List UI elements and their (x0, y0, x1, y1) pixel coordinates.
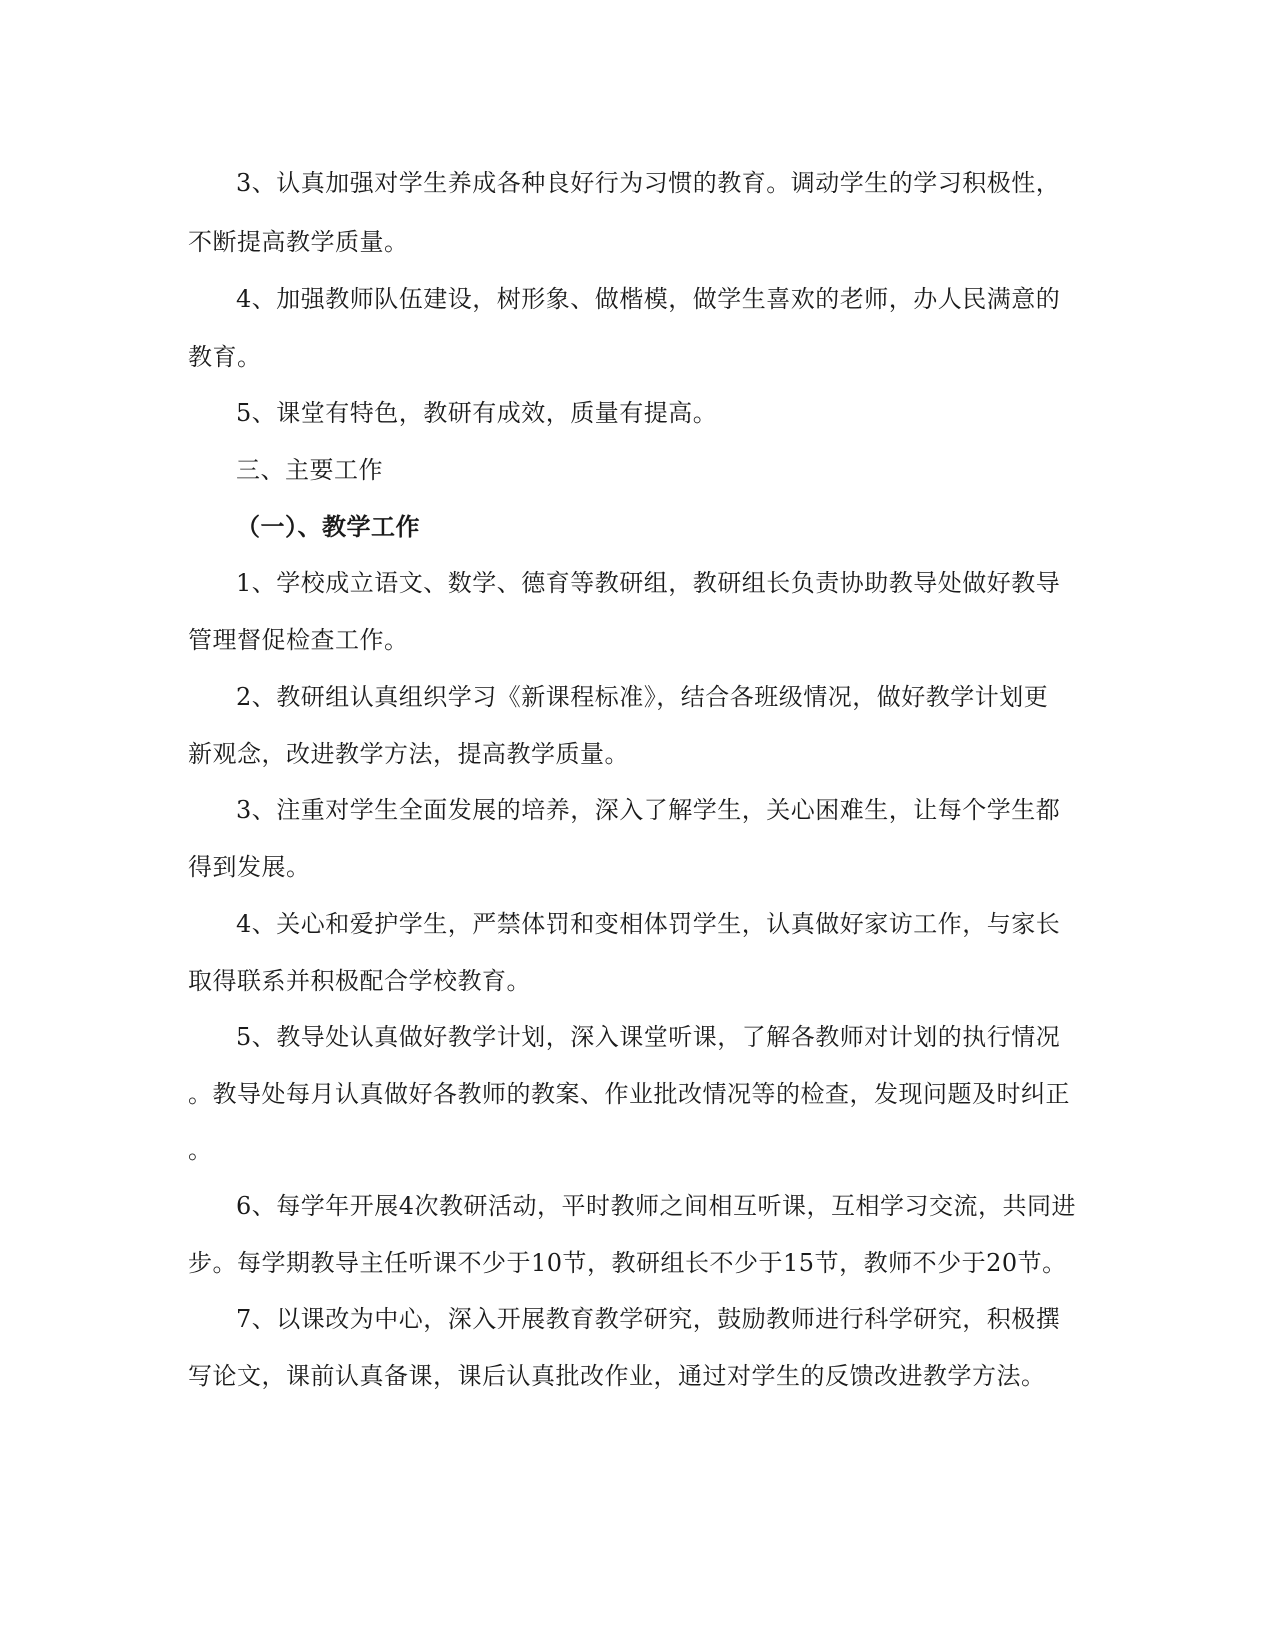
paragraph-line: 1、学校成立语文、数学、德育等教研组，教研组长负责协助教导处做好教导 (236, 569, 1061, 597)
paragraph-line: 不断提高教学质量。 (188, 228, 409, 256)
paragraph-line: 管理督促检查工作。 (188, 626, 409, 654)
paragraph-line: 写论文，课前认真备课，课后认真批改作业，通过对学生的反馈改进教学方法。 (188, 1362, 1046, 1390)
paragraph-line: 3、注重对学生全面发展的培养，深入了解学生，关心困难生，让每个学生都 (236, 796, 1061, 824)
paragraph-line: 7、以课改为中心，深入开展教育教学研究，鼓励教师进行科学研究，积极撰 (236, 1305, 1061, 1333)
paragraph-line: 步。每学期教导主任听课不少于10节，教研组长不少于15节，教师不少于20节。 (188, 1249, 1067, 1277)
paragraph-line: 5、课堂有特色，教研有成效，质量有提高。 (236, 399, 718, 427)
section-heading: 三、主要工作 (236, 456, 383, 484)
paragraph-line: 。教导处每月认真做好各教师的教案、作业批改情况等的检查，发现问题及时纠正 (188, 1080, 1070, 1108)
paragraph-line: 4、加强教师队伍建设，树形象、做楷模，做学生喜欢的老师，办人民满意的 (236, 285, 1061, 313)
subsection-heading: （一）、教学工作 (236, 512, 420, 541)
paragraph-line: 教育。 (188, 343, 262, 371)
paragraph-line: 2、教研组认真组织学习《新课程标准》，结合各班级情况，做好教学计划更 (236, 683, 1049, 711)
paragraph-line: 得到发展。 (188, 853, 311, 881)
paragraph-line: 4、关心和爱护学生，严禁体罚和变相体罚学生，认真做好家访工作，与家长 (236, 910, 1061, 938)
paragraph-line: 3、认真加强对学生养成各种良好行为习惯的教育。调动学生的学习积极性， (236, 169, 1061, 197)
paragraph-line: 。 (188, 1136, 213, 1164)
paragraph-line: 取得联系并积极配合学校教育。 (188, 967, 531, 995)
paragraph-line: 5、教导处认真做好教学计划，深入课堂听课，了解各教师对计划的执行情况 (236, 1023, 1061, 1051)
paragraph-line: 新观念，改进教学方法，提高教学质量。 (188, 740, 629, 768)
paragraph-line: 6、每学年开展4次教研活动，平时教师之间相互听课，互相学习交流，共同进 (236, 1192, 1077, 1220)
